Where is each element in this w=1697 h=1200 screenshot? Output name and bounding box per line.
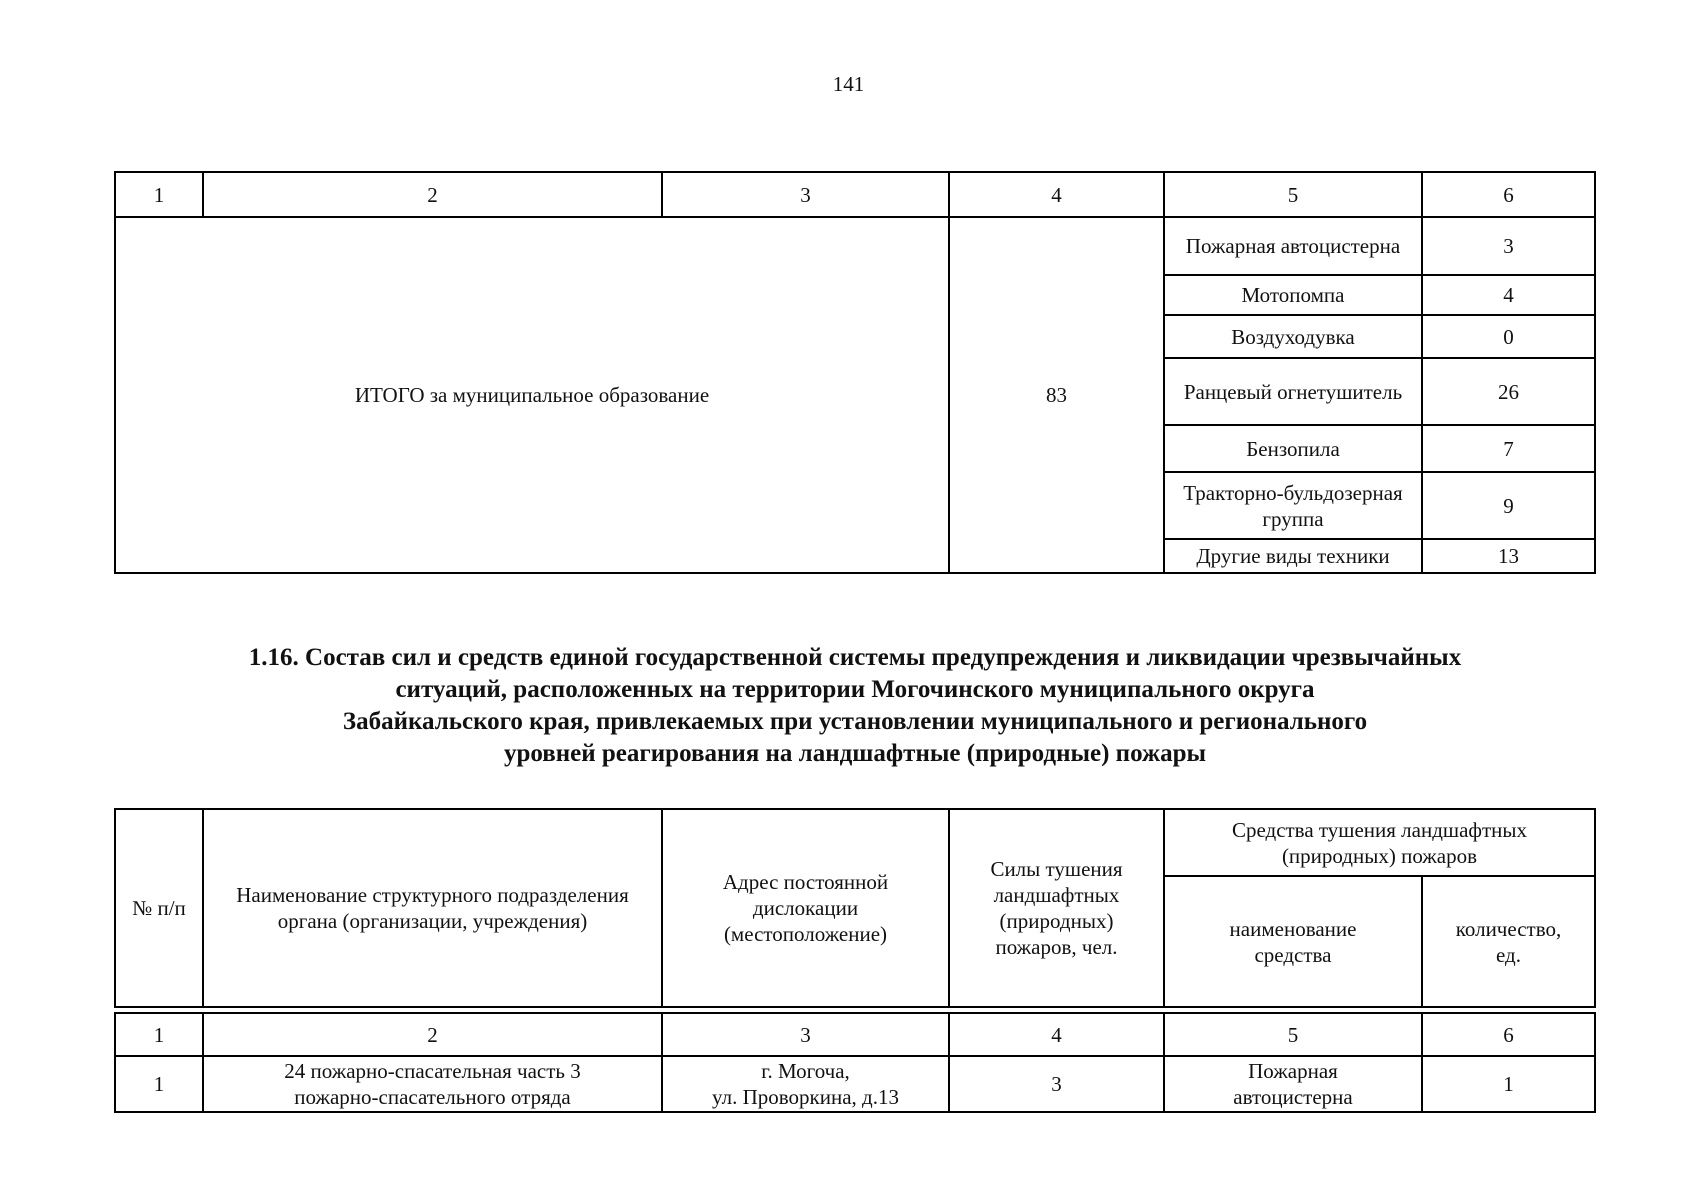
header-row xyxy=(115,809,1595,876)
col-forces-header: Силы тушения ландшафтных (природных) пожаров, чел. xyxy=(949,809,1164,1007)
equipment-name: Бензопила xyxy=(1164,425,1422,472)
row-means-qty: 1 xyxy=(1422,1056,1595,1112)
equipment-count: 3 xyxy=(1422,217,1595,275)
equipment-count: 0 xyxy=(1422,315,1595,358)
equipment-name: Пожарная автоцистерна xyxy=(1164,217,1422,275)
column-number: 1 xyxy=(115,172,203,217)
column-number: 4 xyxy=(949,172,1164,217)
row-num: 1 xyxy=(115,1056,203,1112)
equipment-count: 4 xyxy=(1422,275,1595,315)
equipment-name: Ранцевый огнетушитель xyxy=(1164,358,1422,425)
column-number-row xyxy=(115,172,1595,217)
col-means-group-header: Средства тушения ландшафтных (природных) пожаров xyxy=(1164,809,1595,876)
table-row xyxy=(115,1056,1595,1112)
column-number: 6 xyxy=(1422,172,1595,217)
row-address-line: ул. Проворкина, д.13 xyxy=(712,1085,899,1109)
equipment-count: 26 xyxy=(1422,358,1595,425)
column-number: 1 xyxy=(115,1013,203,1056)
column-number: 3 xyxy=(662,1013,949,1056)
row-address-line: г. Могоча, xyxy=(761,1059,850,1083)
col-address-header: Адрес постоянной дислокации (местоположение) xyxy=(662,809,949,1007)
totals-table xyxy=(114,171,1596,574)
col-means-name-header: наименование средства xyxy=(1164,876,1422,1007)
equipment-count: 13 xyxy=(1422,539,1595,573)
equipment-name: Тракторно-бульдозерная группа xyxy=(1164,472,1422,539)
total-people: 83 xyxy=(949,217,1164,573)
section-heading-line: 1.16. Состав сил и средств единой государственной системы предупреждения и ликвидации чрезвычайных xyxy=(248,644,1462,671)
section-heading-line: ситуаций, расположенных на территории Могочинского муниципального округа xyxy=(395,676,1315,703)
column-number: 6 xyxy=(1422,1013,1595,1056)
equipment-row xyxy=(115,217,1595,275)
equipment-name: Воздуходувка xyxy=(1164,315,1422,358)
total-label: ИТОГО за муниципальное образование xyxy=(115,217,949,573)
section-heading xyxy=(114,642,1596,770)
col-num-header: № п/п xyxy=(115,809,203,1007)
equipment-count: 7 xyxy=(1422,425,1595,472)
forces-table xyxy=(114,1012,1596,1113)
section-heading-line: Забайкальского края, привлекаемых при установлении муниципального и регионального xyxy=(342,708,1368,735)
row-name: 24 пожарно-спасательная часть 3 пожарно-спасательного отряда xyxy=(203,1056,662,1112)
row-means-name: Пожарная автоцистерна xyxy=(1164,1056,1422,1112)
column-number: 5 xyxy=(1164,1013,1422,1056)
equipment-name: Мотопомпа xyxy=(1164,275,1422,315)
column-number: 2 xyxy=(203,1013,662,1056)
row-forces: 3 xyxy=(949,1056,1164,1112)
section-heading-line: уровней реагирования на ландшафтные (природные) пожары xyxy=(503,740,1207,767)
column-number: 4 xyxy=(949,1013,1164,1056)
col-means-qty-header: количество, ед. xyxy=(1422,876,1595,1007)
column-number: 5 xyxy=(1164,172,1422,217)
col-name-header: Наименование структурного подразделения органа (организации, учреждения) xyxy=(203,809,662,1007)
page-number: 141 xyxy=(832,72,865,96)
column-number-row xyxy=(115,1013,1595,1056)
equipment-count: 9 xyxy=(1422,472,1595,539)
column-number: 3 xyxy=(662,172,949,217)
column-number: 2 xyxy=(203,172,662,217)
equipment-name: Другие виды техники xyxy=(1164,539,1422,573)
row-address xyxy=(662,1056,949,1112)
forces-header-table xyxy=(114,808,1596,1008)
